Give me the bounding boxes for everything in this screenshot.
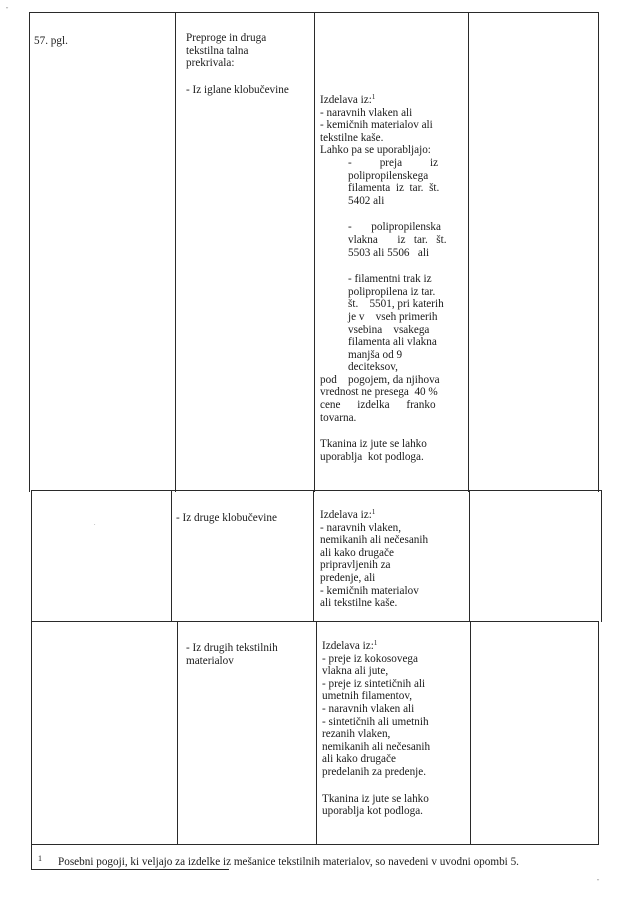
text-line: - naravnih vlaken ali [322,702,415,715]
text-line: - preje iz sintetičnih ali [322,677,426,690]
text-line: - kemičnih materialov ali [320,119,433,132]
condition-block [320,374,466,424]
text-line: - preja iz [348,156,439,169]
text-line: filamenta ali vlakna [348,336,437,349]
processing-rule [320,509,466,610]
scan-speck: " [597,879,600,885]
heading-number: 57. pgl. [34,35,68,47]
footnote-number: 1 [38,854,42,863]
text-line: nemikanih ali nečesanih [320,534,429,547]
text-line: tovarna. [320,411,357,424]
footnote-ref: 1 [371,508,376,516]
rule-head: Izdelava iz:$^1$ [322,639,378,652]
text-line: - naravnih vlaken, [320,521,402,534]
processing-rule [320,94,466,463]
text-line: polipropilenskega [348,169,429,182]
text-line: predenje, ali [320,571,376,584]
note-block [320,438,466,463]
text-line: vlakna iz tar. št. [348,233,447,246]
text-line: manjša od 9 [348,348,403,361]
text-line: je v vseh primerih [348,310,438,323]
subitem-label: - Iz druge klobučevine [176,512,277,524]
text-line: - preje iz kokosovega [322,652,418,665]
text-line: polipropilena iz tar. [348,285,436,298]
text-line: pod pogojem, da njihova [320,373,440,386]
text-line: prekrivala: [186,57,235,70]
text-line: 5503 ali 5506 ali [348,246,430,259]
text-line: št. 5501, pri katerih [348,298,444,311]
footnote-ref: 1 [371,93,376,101]
subitem-label [186,642,278,667]
text-line: - kemičnih materialov [320,584,419,597]
subitem-label: - Iz iglane klobučevine [186,83,289,96]
text-line: predelanih za predenje. [322,765,427,778]
option-block [348,273,466,374]
text-line: - filamentni trak iz [348,273,432,286]
text-line: materialov [186,654,234,667]
text-line: Tkanina iz jute se lahko [320,438,427,451]
rule-head: Izdelava iz:$^1$ [320,93,376,106]
text-line: vlakna ali jute, [322,665,389,678]
text-line: Preproge in druga [186,32,267,44]
text-line: filamenta iz tar. št. [348,182,440,195]
footnote-text: Posebni pogoji, ki veljajo za izdelke iz mešanice tekstilnih materialov, so navedeni v uvodni opombi 5. [58,856,519,868]
text-line: tekstilne kaše. [320,131,384,144]
text-line: - Iz drugih tekstilnih [186,642,278,654]
text-line: vrednost ne presega 40 % [320,386,438,399]
text-line: vsebina vsakega [348,323,430,336]
text-line: uporablja kot podloga. [322,805,423,818]
text-line: deciteksov, [348,361,398,374]
scan-speck: . [94,521,96,527]
text-line: 5402 ali [348,194,385,207]
text-line: ali kako drugače [322,753,396,766]
text-line: cene izdelka franko [320,399,436,412]
product-description [186,32,289,96]
option-block [348,157,466,207]
processing-rule [322,640,468,818]
text-line: - sintetičnih ali umetnih [322,715,429,728]
footnote-ref: 1 [373,639,378,647]
option-block [348,221,466,259]
note-block [322,793,468,818]
text-line: Lahko pa se uporabljajo: [320,144,431,157]
rule-head: Izdelava iz:$^1$ [320,508,376,521]
text-line: umetnih filamentov, [322,690,412,703]
text-line: pripravljenih za [320,559,391,572]
text-line: - polipropilenska [348,221,441,234]
text-line: tekstilna talna [186,44,249,57]
text-line: nemikanih ali nečesanih [322,740,431,753]
footnote [38,854,519,869]
text-line: uporablja kot podloga. [320,450,424,463]
text-line: ali tekstilne kaše. [320,597,398,610]
text-line: Tkanina iz jute se lahko [322,792,429,805]
text-line: - naravnih vlaken ali [320,106,413,119]
scan-speck: " [6,7,9,13]
text-line: rezanih vlaken, [322,728,391,741]
text-line: ali kako drugače [320,546,394,559]
